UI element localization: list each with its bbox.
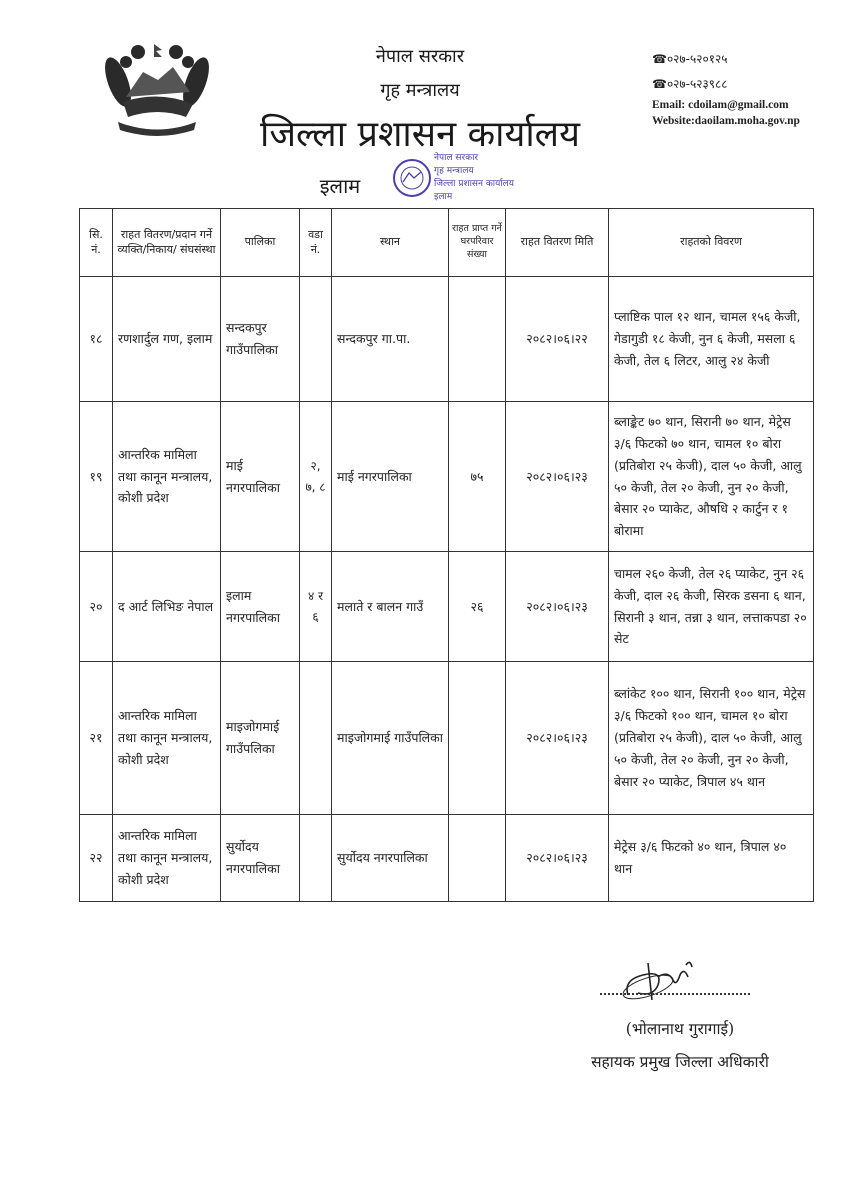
distribution-date: २०८२।०६।२३ [506,402,609,552]
website-address: Website:daoilam.moha.gov.np [652,115,800,127]
stamp-text-ministry: गृह मन्त्रालय [434,166,474,176]
district-name: इलाम [319,174,361,198]
distribution-date: २०८२।०६।२२ [506,277,609,402]
distributor: द आर्ट लिभिङ नेपाल [113,552,221,662]
distributor: आन्तरिक मामिला तथा कानून मन्त्रालय, कोशी प्रदेश [113,815,221,902]
table-header-row [80,209,814,277]
location: माइजोगमाई गाउँपलिका [332,662,449,815]
distribution-date: २०८२।०६।२३ [506,815,609,902]
stamp-text-district: इलाम [434,192,453,202]
households [449,815,506,902]
households: ७५ [449,402,506,552]
serial-number: २० [80,552,113,662]
stamp-text-government: नेपाल सरकार [434,153,479,163]
handwritten-signature [618,955,708,1005]
distributor: रणशार्दुल गण, इलाम [113,277,221,402]
header-distributor: राहत वितरण/प्रदान गर्ने व्यक्ति/निकाय/ संघसंस्था [113,209,221,277]
header-distribution-date: राहत वितरण मिति [506,209,609,277]
phone-number-2: ☎०२७-५२३९८८ [652,77,728,91]
header-relief-details: राहतको विवरण [609,209,814,277]
header-location: स्थान [332,209,449,277]
signature-block [560,955,800,1085]
households [449,277,506,402]
serial-number: २१ [80,662,113,815]
ward-number [300,815,332,902]
households [449,662,506,815]
palika: सन्दकपुर गाउँपालिका [221,277,300,402]
stamp-text-office: जिल्ला प्रशासन कार्यालय [434,179,514,189]
official-stamp [392,152,542,208]
distributor: आन्तरिक मामिला तथा कानून मन्त्रालय, कोशी प्रदेश [113,662,221,815]
ward-number [300,277,332,402]
relief-details: मेट्रेस ३/६ फिटको ४० थान, त्रिपाल ४० थान [609,815,814,902]
distributor: आन्तरिक मामिला तथा कानून मन्त्रालय, कोशी प्रदेश [113,402,221,552]
ward-number: २, ७, ८ [300,402,332,552]
table-row [80,552,814,662]
nepal-emblem-icon [98,42,216,142]
ministry-name: गृह मन्त्रालय [380,80,460,101]
relief-details: चामल २६० केजी, तेल २६ प्याकेट, नुन २६ केजी, दाल २६ केजी, सिरक डसना ६ थान, सिरानी ३ थान, तन्ना ३ थान, लत्ताकपडा २० सेट [609,552,814,662]
ward-number: ४ र ६ [300,552,332,662]
serial-number: १९ [80,402,113,552]
stamp-seal-icon [392,158,432,198]
palika: इलाम नगरपालिका [221,552,300,662]
location: सन्दकपुर गा.पा. [332,277,449,402]
header-households: राहत प्राप्त गर्ने घरपरिवार संख्या [449,209,506,277]
ward-number [300,662,332,815]
header-palika: पालिका [221,209,300,277]
palika: माइजोगमाई गाउँपलिका [221,662,300,815]
relief-details: ब्लांकेट १०० थान, सिरानी १०० थान, मेट्रेस ३/६ फिटको १०० थान, चामल १० बोरा (प्रतिबोरा २५ केजी), दाल ५० केजी, आलु ५० केजी, तेल २० केजी, नुन २० केजी, बेसार २० प्याकेट, त्रिपाल ४५ थान [609,662,814,815]
palika: सुर्योदय नगरपालिका [221,815,300,902]
relief-distribution-table [79,208,814,902]
signatory-name: (भोलानाथ गुरागाई) [625,1020,735,1038]
serial-number: २२ [80,815,113,902]
distribution-date: २०८२।०६।२३ [506,662,609,815]
government-name: नेपाल सरकार [375,46,465,67]
location: सुर्योदय नगरपालिका [332,815,449,902]
palika: माई नगरपालिका [221,402,300,552]
table-row [80,402,814,552]
location: मलाते र बालन गाउँ [332,552,449,662]
relief-details: ब्लाङ्केट ७० थान, सिरानी ७० थान, मेट्रेस ३/६ फिटको ७० थान, चामल १० बोरा (प्रतिबोरा २५ केजी), दाल ५० केजी, आलु ५० केजी, तेल २० केजी, नुन २० केजी, बेसार २० प्याकेट, औषधि २ कार्टुन र १ बोरामा [609,402,814,552]
signatory-title: सहायक प्रमुख जिल्ला अधिकारी [591,1053,769,1071]
location: माई नगरपालिका [332,402,449,552]
relief-details: प्लाष्टिक पाल १२ थान, चामल १५६ केजी, गेडागुडी १८ केजी, नुन ६ केजी, मसला ६ केजी, तेल ६ लिटर, आलु २४ केजी [609,277,814,402]
phone-number-1: ☎०२७-५२०१२५ [652,52,728,66]
distribution-date: २०८२।०६।२३ [506,552,609,662]
header-serial-number: सि. नं. [80,209,113,277]
table-row [80,277,814,402]
table-row [80,662,814,815]
email-address: Email: cdoilam@gmail.com [652,99,789,111]
table-row [80,815,814,902]
households: २६ [449,552,506,662]
signature-line [600,993,750,995]
header-ward-number: वडा नं. [300,209,332,277]
serial-number: १८ [80,277,113,402]
office-title: जिल्ला प्रशासन कार्यालय [260,114,580,155]
